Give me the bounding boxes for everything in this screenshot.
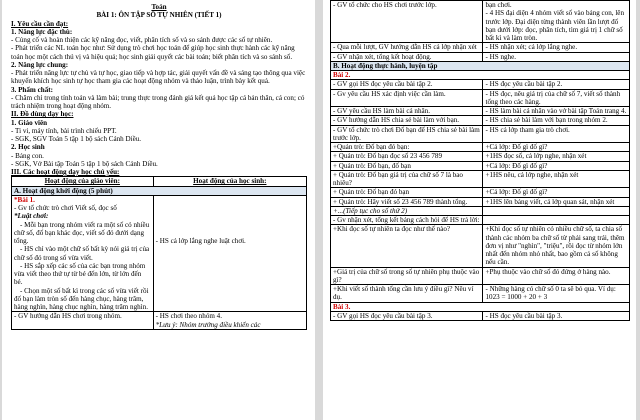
student-material-line: - SGK, Vở Bài tập Toán 5 tập 1 bộ sách Cánh Diều. [11,159,158,168]
student-activity-cell: +1HS lên bảng viết, cả lớp quan sát, nhận xét [483,197,630,206]
activities-heading: III. Các hoạt động dạy học chủ yếu: [11,168,120,176]
table-row [331,125,630,143]
student-column-header: Hoạt động của học sinh: [153,177,306,186]
table-row [331,206,630,215]
teacher-activity-cell: - Gv nhận xét, tổng kết bảng cách hỏi để HS trả lời: [331,216,483,225]
rules-label: *Luật chơi: [14,212,49,221]
student-activity-cell: - HS đọc yêu cầu bài tập 3. [483,311,630,320]
teacher-activity-cell: + Quản trò: Đố bạn đọc số 23 456 789 [331,152,483,161]
student-note: *Lưu ý: Nhóm trưởng điều khiển các [155,320,261,329]
table-row [331,143,630,152]
table-row [331,267,630,285]
student-activity-cell: - HS đọc yêu cầu bài tập 2. [483,80,630,89]
table-row [331,80,630,89]
document-page-1 [2,0,315,420]
specific-competence-heading: 1. Năng lực đặc thù: [11,27,73,36]
student-activity-cell [483,216,630,225]
table-row [331,89,630,107]
student-material-line: - Bảng con. [11,151,44,160]
teacher-column-header: Hoạt động của giáo viên: [12,177,154,186]
teacher-activity-cell: - GV gọi HS đọc yêu cầu bài tập 2. [331,80,483,89]
teacher-activity-cell: +Khi đọc số tự nhiên ta đọc như thế nào? [331,225,483,267]
student-activity-cell: +Cả lớp: Đố gì đố gì? [483,188,630,197]
student-activity-cell [153,312,306,330]
qualities-line: - Chăm chỉ trong tính toán và làm bài; trung thực trong đánh giá kết quả học tập cá bản thân, cá con; có trách nhiệm trong hoạt động nhóm. [11,93,305,110]
table-row [331,216,630,225]
student-activity-cell: +Khi đọc số tự nhiên có nhiều chữ số, ta chia số thành các nhóm ba chữ số từ phải sang trái, thêm đơn vị như "nghìn", "triệu", rồi đọc từ nhóm lớn nhất đến nhóm nhỏ nhất, bao gồm cả số không nếu cần. [483,225,630,267]
teacher-activity-cell: +Giá trị của chữ số trong số tự nhiên phụ thuộc vào gì? [331,267,483,285]
section-b-title: B. Hoạt động thực hành, luyện tập [331,61,630,70]
teacher-activity-cell: +...(Tiếp tục cho số thứ 2) [331,206,483,215]
teacher-activity-cell: - GV hướng dẫn HS chơi trong nhóm. [12,312,154,330]
section-row [12,186,307,195]
exercise-1-label: *Bài 1. [14,195,35,204]
lesson-title: BÀI 1: ÔN TẬP SỐ TỰ NHIÊN (TIẾT 1) [96,11,222,20]
student-activity-cell: +1HS nêu, cả lớp nghe, nhận xét [483,170,630,188]
teacher-activity-cell: +Quản trò: Đố bạn đó bạn: [331,143,483,152]
teacher-activity-cell: - GV yêu cầu HS làm bài cá nhân. [331,107,483,116]
teacher-activity-cell [12,195,154,312]
student-activity-cell: - HS cả lớp tham gia trò chơi. [483,125,630,143]
document-page-2 [323,0,636,420]
general-competence-line: - Phát triển năng lực tự chủ và tự học, giao tiếp và hợp tác, giải quyết vấn đề và sáng tạo thông qua việc khuyến khích học sinh tự học tham gia các hoạt động nhóm và thảo luận, trình bày kết quả. [11,69,306,86]
teacher-activity-cell: - GV tổ chức trò chơi Đố bạn để HS chia sẻ bài làm trước lớp. [331,125,483,143]
student-activity-text: - HS cả lớp lắng nghe luật chơi. [155,236,246,245]
rule-item: - Chọn một số bất kì trong các số vừa viết rồi đố bạn làm tròn số đến hàng chục, hàng trăm, hàng nghìn, hàng chục nghìn, hàng trăm nghìn. [14,286,149,311]
student-activity-cell: - Những hàng có chữ số 0 ta sẽ bỏ qua. Ví dụ: 1023 = 1000 + 20 + 3 [483,285,630,303]
student-activity-cell: +Phụ thuộc vào chữ số đó đứng ở hàng nào. [483,267,630,285]
student-activity-cell [483,206,630,215]
rule-item: - HS chỉ vào một chữ số bất kỳ nói giá trị của chữ số đó trong số vừa viết. [14,245,150,262]
teacher-material-line: - SGK, SGV Toán 5 tập 1 bộ sách Cánh Diều. [11,135,142,143]
specific-competence-line: - Phát triển các NL toán học như: Sử dụng trò chơi học toán để giúp học sinh thực hành các kỹ năng toán học một cách thú vị và hiệu quả; học sinh giải quyết các bài toán; biết phân tích và so sánh số. [11,44,295,61]
specific-competence-line: - Củng cố và hoàn thiện các kỹ năng đọc, viết, phân tích số và so sánh được các số tự nhiên. [11,36,273,44]
table-row [331,225,630,267]
table-row [12,195,307,312]
teacher-activity-cell: - GV nhận xét, tổng kết hoạt động. [331,52,483,61]
teacher-activity-cell: - Gv yêu cầu HS xác định việc cần làm. [331,89,483,107]
student-activity-cell: - HS nghe. [483,52,630,61]
table-row [331,285,630,303]
teacher-activity-cell: + Quản trò: Đố bạn đó bạn [331,188,483,197]
table-row [331,161,630,170]
table-row [331,170,630,188]
table-row [331,71,630,80]
teacher-materials-heading: 1. Giáo viên [11,118,48,127]
table-row [331,43,630,52]
teacher-activity-cell: - Qua mỗi lượt, GV hướng dẫn HS cả lớp nhận xét [331,43,483,52]
student-activity-cell: bạn chơi. - 4 HS đại diện 4 nhóm viết số vào bảng con, lên trước lớp. Đại diện từng thành viên lần lượt đố bạn dưới lớp: đọc, phân tích, tìm giá trị 1 chữ số bất kì và làm tròn. [483,1,630,43]
teacher-activity-cell: + Quản trò: Hãy viết số 23 456 789 thành tổng. [331,197,483,206]
student-materials-heading: 2. Học sinh [11,143,45,152]
student-activity-cell: +Cả lớp: Đố gì đố gì? [483,143,630,152]
section-a-title: A. Hoạt động khởi động (5 phút) [12,186,307,195]
teacher-activity-cell: - GV gọi HS đọc yêu cầu bài tập 3. [331,311,483,320]
table-row [331,197,630,206]
table-row [331,1,630,43]
student-activity-cell: - HS đọc, nêu giá trị của chữ số 7, viết số thành tổng theo các hàng. [483,89,630,107]
student-activity-cell: - HS chia sẻ bài làm với bạn trong nhóm 2. [483,116,630,125]
requirements-heading: I. Yêu cầu cần đạt: [11,19,69,28]
materials-heading: II. Đồ dùng dạy học: [11,110,74,119]
student-activity-cell: +1HS đọc số, cả lớp nghe, nhận xét [483,152,630,161]
qualities-heading: 3. Phẩm chất: [11,85,53,94]
section-row [331,61,630,70]
table-row [331,311,630,320]
table-row [331,107,630,116]
table-row [331,116,630,125]
rule-item: - HS sắp xếp các số của các bạn trong nhóm vừa viết theo thứ tự từ bé đến lớn, từ lớn đến bé. [14,261,146,287]
student-activity-cell [153,195,306,312]
table-row [331,52,630,61]
table-row [12,312,307,330]
exercise-3-label: Bài 3. [331,302,630,311]
table-row [331,188,630,197]
activities-table [11,176,307,330]
subject-title: Toán [151,3,167,11]
game-intro: - Gv tổ chức trò chơi Viết số, đọc số [14,204,117,212]
teacher-activity-cell: + Quản trò: Đố bạn giá trị của chữ số 7 là bao nhiêu? [331,170,483,188]
table-row [331,152,630,161]
teacher-activity-cell: - GV tổ chức cho HS chơi trước lớp. [331,1,483,43]
activities-table-continued [330,0,630,321]
teacher-activity-cell: - GV hướng dẫn HS chia sẻ bài làm với bạn. [331,116,483,125]
exercise-2-label: Bài 2. [331,71,630,80]
rule-item: - Mỗi bạn trong nhóm viết ra một số có nhiều chữ số, đố bạn khác đọc, viết số đó đưới dạng tổng. [14,220,150,245]
teacher-material-line: - Ti vi, máy tính, bài trình chiếu PPT. [11,126,117,135]
student-activity-text: - HS chơi theo nhóm 4. [155,312,223,321]
student-activity-cell: +Cả lớp: Đố gì đố gì? [483,161,630,170]
table-row [331,302,630,311]
teacher-activity-cell: + Quản trò: Đố bạn, đố bạn [331,161,483,170]
general-competence-heading: 2. Năng lực chung: [11,60,69,69]
teacher-activity-cell: +Khi viết số thành tổng cần lưu ý điều gì? Nêu ví dụ. [331,285,483,303]
student-activity-cell: - HS nhận xét; cả lớp lắng nghe. [483,43,630,52]
table-header-row [12,177,307,186]
student-activity-cell: - HS làm bài cá nhân vào vở bài tập Toán trang 4. [483,107,630,116]
